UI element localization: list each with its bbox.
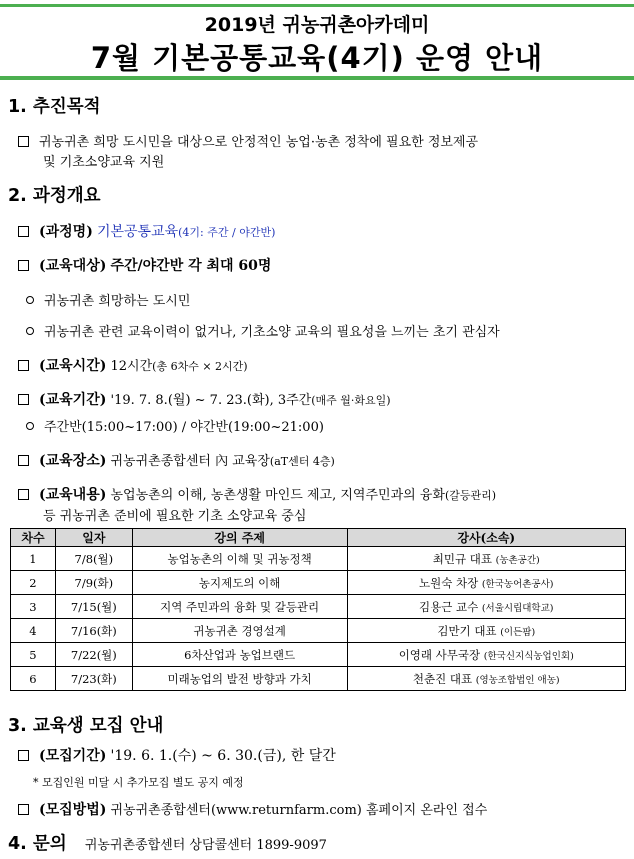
square-bullet-icon	[18, 136, 29, 147]
recruit-period-row	[18, 745, 336, 765]
purpose-line-1	[18, 131, 478, 150]
content-value: 농업농촌의 이해, 농촌생활 마인드 제고, 지역주민과의 융화	[110, 488, 445, 503]
course-value: 기본공통교육	[96, 224, 179, 240]
recruit-method-label: (모집방법)	[39, 802, 107, 818]
purpose-line-2: 및 기초소양교육 지원	[43, 155, 165, 170]
circle-bullet-icon	[26, 327, 34, 335]
header-date: 일자	[55, 529, 132, 547]
cell-lecturer	[347, 667, 626, 691]
cell-date: 7/23(화)	[55, 667, 132, 691]
cell-topic: 미래농업의 발전 방향과 가치	[132, 667, 347, 691]
target-item-1	[26, 290, 190, 309]
circle-bullet-icon	[26, 422, 34, 430]
header-topic: 강의 주제	[132, 529, 347, 547]
square-bullet-icon	[18, 260, 29, 271]
section-1-title: 1. 추진목적	[8, 97, 101, 117]
cell-no: 2	[11, 571, 56, 595]
period-item-1	[26, 416, 324, 435]
cell-date: 7/15(월)	[55, 595, 132, 619]
main-title: 7월 기본공통교육(4기) 운영 안내	[90, 41, 544, 75]
recruit-period-label: (모집기간)	[39, 748, 107, 764]
period-label: (교육기간)	[39, 392, 107, 408]
inquiry-value: 귀농귀촌종합센터 상담콜센터 1899-9097	[84, 838, 327, 853]
cell-no: 4	[11, 619, 56, 643]
time-label: (교육시간)	[39, 358, 107, 374]
table-row	[11, 643, 626, 667]
lecturer-org: (한국농어촌공사)	[481, 578, 554, 590]
recruit-period-value: '19. 6. 1.(수) ~ 6. 30.(금), 한 달간	[110, 748, 336, 764]
lecturer-org: (서울시립대학교)	[481, 602, 554, 614]
square-bullet-icon	[18, 750, 29, 761]
square-bullet-icon	[18, 360, 29, 371]
table-row	[11, 595, 626, 619]
course-value-detail: (4기: 주간 / 야간반)	[178, 226, 276, 239]
course-name-row	[18, 221, 275, 241]
lecturer-name: 천춘진 대표	[412, 671, 473, 686]
header-no: 차수	[11, 529, 56, 547]
purpose-text: 귀농귀촌 희망 도시민을 대상으로 안정적인 농업·농촌 정착에 필요한 정보제공	[39, 135, 479, 150]
cell-no: 6	[11, 667, 56, 691]
target-value: 주간/야간반 각 최대 60명	[110, 258, 272, 274]
schedule-table	[10, 528, 626, 691]
lecturer-org: (이든팜)	[500, 626, 536, 638]
table-header-row	[11, 529, 626, 547]
recruit-method-row	[18, 799, 487, 819]
section-3-title: 3. 교육생 모집 안내	[8, 716, 164, 736]
cell-lecturer	[347, 643, 626, 667]
table-row	[11, 619, 626, 643]
course-label: (과정명)	[39, 224, 93, 240]
circle-bullet-icon	[26, 296, 34, 304]
cell-no: 3	[11, 595, 56, 619]
time-value-detail: (총 6차수 × 2시간)	[152, 360, 248, 373]
header	[0, 0, 634, 84]
square-bullet-icon	[18, 804, 29, 815]
square-bullet-icon	[18, 489, 29, 500]
cell-topic: 귀농귀촌 경영설계	[132, 619, 347, 643]
cell-lecturer	[347, 571, 626, 595]
content-row	[18, 484, 496, 504]
place-value: 귀농귀촌종합센터 內 교육장	[110, 454, 270, 469]
header-bottom-rule	[0, 76, 634, 80]
cell-no: 1	[11, 547, 56, 571]
target-row	[18, 255, 271, 275]
content-line-2: 등 귀농귀촌 준비에 필요한 기초 소양교육 중심	[43, 509, 307, 524]
cell-date: 7/8(월)	[55, 547, 132, 571]
cell-date: 7/16(화)	[55, 619, 132, 643]
cell-lecturer	[347, 595, 626, 619]
lecturer-name: 김용근 교수	[418, 599, 479, 614]
cell-topic: 6차산업과 농업브랜드	[132, 643, 347, 667]
cell-topic: 지역 주민과의 융화 및 갈등관리	[132, 595, 347, 619]
cell-topic: 농업농촌의 이해 및 귀농정책	[132, 547, 347, 571]
time-row	[18, 355, 248, 375]
time-value: 12시간	[110, 359, 153, 374]
lecturer-org: (농촌공간)	[495, 554, 540, 566]
cell-date: 7/22(월)	[55, 643, 132, 667]
square-bullet-icon	[18, 394, 29, 405]
table-row	[11, 547, 626, 571]
square-bullet-icon	[18, 455, 29, 466]
lecturer-org: (한국신지식농업인회)	[483, 650, 574, 662]
lecturer-name: 최민규 대표	[432, 551, 492, 566]
recruit-note: * 모집인원 미달 시 추가모집 별도 공지 예정	[33, 776, 244, 789]
period-item-1-text: 주간반(15:00~17:00) / 야간반(19:00~21:00)	[44, 420, 324, 435]
section-4-title	[8, 830, 327, 855]
recruit-method-value: 귀농귀촌종합센터(www.returnfarm.com) 홈페이지 온라인 접수	[110, 803, 488, 818]
sub-title: 2019년 귀농귀촌아카데미	[204, 14, 430, 36]
lecturer-name: 김만기 대표	[437, 623, 497, 638]
target-item-2-text: 귀농귀촌 관련 교육이력이 없거나, 기초소양 교육의 필요성을 느끼는 초기 관심자	[44, 325, 500, 340]
place-value-detail: (aT센터 4층)	[269, 455, 335, 468]
inquiry-title: 4. 문의	[8, 834, 67, 854]
cell-no: 5	[11, 643, 56, 667]
period-value-detail: (매주 월·화요일)	[311, 394, 391, 407]
place-row	[18, 450, 335, 470]
target-item-2	[26, 321, 500, 340]
target-item-1-text: 귀농귀촌 희망하는 도시민	[44, 294, 191, 309]
header-lecturer: 강사(소속)	[347, 529, 626, 547]
lecturer-name: 이영래 사무국장	[398, 647, 481, 662]
cell-topic: 농지제도의 이해	[132, 571, 347, 595]
cell-lecturer	[347, 619, 626, 643]
lecturer-name: 노원숙 차장	[418, 575, 479, 590]
table-row	[11, 667, 626, 691]
content-value-detail: (갈등관리)	[444, 489, 497, 502]
table-row	[11, 571, 626, 595]
content-label: (교육내용)	[39, 487, 107, 503]
target-label: (교육대상)	[39, 258, 107, 274]
header-top-rule	[0, 4, 634, 7]
place-label: (교육장소)	[39, 453, 107, 469]
period-value: '19. 7. 8.(월) ~ 7. 23.(화), 3주간	[110, 393, 312, 408]
period-row	[18, 389, 391, 409]
section-2-title: 2. 과정개요	[8, 186, 101, 206]
cell-lecturer	[347, 547, 626, 571]
square-bullet-icon	[18, 226, 29, 237]
cell-date: 7/9(화)	[55, 571, 132, 595]
lecturer-org: (영농조합법인 애농)	[475, 674, 560, 686]
